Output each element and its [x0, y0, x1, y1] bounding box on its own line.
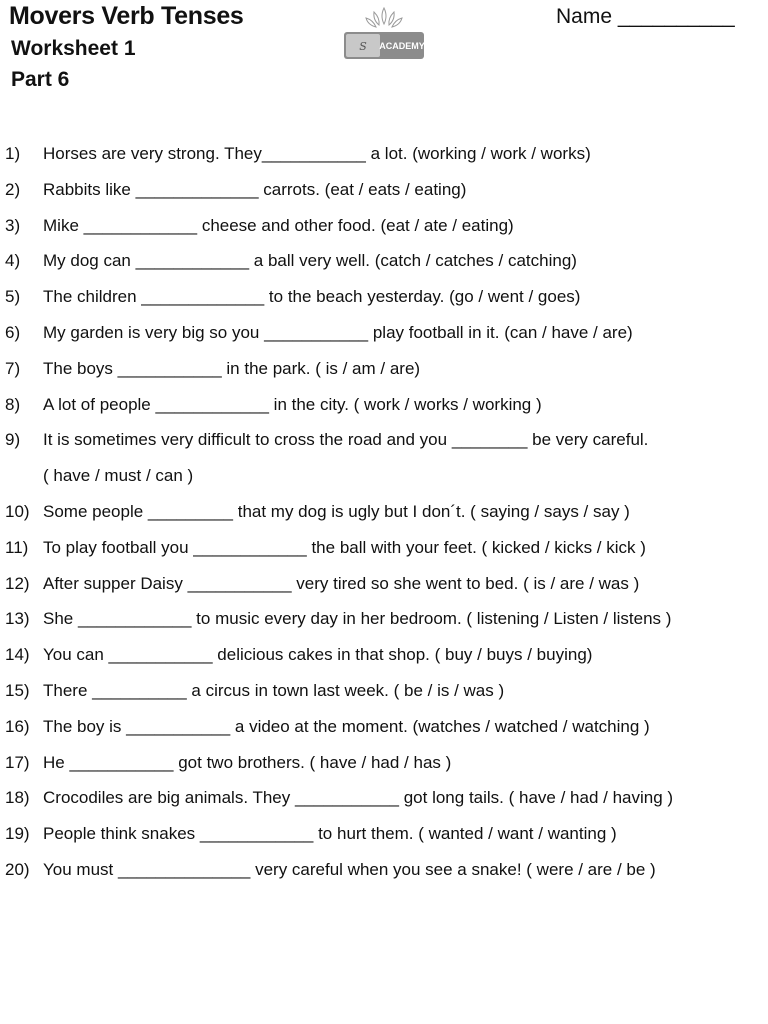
- question-item: [0, 566, 768, 602]
- question-item: [0, 172, 768, 208]
- question-text-after: a ball very well. (catch / catches / catching): [249, 251, 577, 271]
- answer-blank[interactable]: ____________: [193, 537, 307, 557]
- question-item: [0, 673, 768, 709]
- question-number: 11): [5, 537, 29, 557]
- question-text: [43, 136, 591, 172]
- answer-blank[interactable]: ___________: [264, 322, 369, 342]
- question-number: 10): [5, 501, 30, 521]
- question-number: 19): [5, 824, 30, 844]
- question-text: [43, 494, 630, 530]
- question-text-after: delicious cakes in that shop. ( buy / buys / buying): [212, 645, 593, 665]
- question-item: [0, 387, 768, 423]
- worksheet-title: Movers Verb Tenses: [9, 2, 244, 30]
- answer-blank[interactable]: ______________: [117, 859, 251, 879]
- question-text: [43, 637, 592, 673]
- question-text: [43, 780, 673, 816]
- question-text-before: There: [43, 680, 93, 700]
- question-number: 6): [5, 322, 21, 342]
- academy-logo: [342, 4, 426, 62]
- question-text-after: a lot. (working / work / works): [365, 144, 591, 163]
- svg-text:S: S: [359, 40, 367, 53]
- question-text-before: She: [43, 609, 78, 629]
- question-item: [0, 136, 768, 172]
- answer-blank[interactable]: ___________: [108, 645, 213, 665]
- answer-blank[interactable]: ____________: [135, 251, 250, 271]
- question-text: [43, 530, 646, 566]
- logo-text: ACADEMY: [379, 41, 425, 51]
- question-text-before: He: [43, 752, 70, 772]
- question-number: 7): [5, 358, 21, 378]
- question-list: [0, 136, 768, 888]
- worksheet-subtitle: Worksheet 1: [11, 37, 136, 60]
- question-text: [43, 387, 542, 423]
- question-number: 15): [5, 680, 30, 700]
- question-number: 8): [5, 394, 21, 414]
- question-text: [43, 458, 193, 494]
- answer-blank[interactable]: _________: [147, 501, 233, 521]
- question-text-before: Horses are very strong. They: [43, 144, 262, 163]
- question-text-after: a circus in town last week. ( be / is / was ): [186, 680, 505, 700]
- question-text: [43, 351, 420, 387]
- answer-blank[interactable]: ___________: [294, 788, 399, 808]
- question-item: [0, 351, 768, 387]
- question-item: [0, 315, 768, 351]
- question-item: [0, 709, 768, 745]
- question-text: [43, 243, 577, 279]
- name-label: Name: [556, 5, 613, 28]
- question-text-after: very tired so she went to bed. ( is / are / was ): [291, 573, 640, 593]
- name-blank: __________: [617, 5, 735, 28]
- question-number: 9): [5, 430, 21, 450]
- answer-blank[interactable]: ___________: [187, 573, 292, 593]
- question-item: [0, 458, 768, 494]
- question-text: [43, 601, 671, 637]
- question-text-before: It is sometimes very difficult to cross the road and you: [43, 430, 452, 450]
- question-item: [0, 279, 768, 315]
- worksheet-part: Part 6: [11, 68, 70, 91]
- question-text-after: to hurt them. ( wanted / want / wanting ): [313, 824, 617, 844]
- question-text-before: My dog can: [43, 251, 136, 271]
- question-item: [0, 637, 768, 673]
- question-text: [43, 566, 639, 602]
- question-text-after: very careful when you see a snake! ( were / are / be ): [250, 859, 656, 879]
- question-text: [43, 709, 650, 745]
- question-text-before: ( have / must / can ): [43, 466, 194, 486]
- answer-blank[interactable]: ________: [451, 430, 528, 450]
- question-text-before: People think snakes: [43, 824, 200, 844]
- question-item: [0, 243, 768, 279]
- question-number: 14): [5, 645, 30, 665]
- question-text-before: Some people: [43, 501, 148, 521]
- question-item: [0, 422, 768, 458]
- question-number: 13): [5, 609, 30, 629]
- question-number: 17): [5, 752, 30, 772]
- question-text: [43, 852, 656, 888]
- question-number: 16): [5, 716, 30, 736]
- answer-blank[interactable]: ____________: [77, 609, 192, 629]
- question-text-before: To play football you: [43, 537, 194, 557]
- question-item: [0, 852, 768, 888]
- question-text-after: the ball with your feet. ( kicked / kicks / kick ): [306, 537, 646, 557]
- question-text-before: Mike: [43, 215, 84, 235]
- question-item: [0, 816, 768, 852]
- question-text-before: You can: [43, 645, 109, 665]
- question-text-before: The children: [43, 287, 142, 307]
- question-text-before: Crocodiles are big animals. They: [43, 788, 295, 808]
- question-item: [0, 494, 768, 530]
- question-text-after: got long tails. ( have / had / having ): [399, 788, 674, 808]
- question-number: 1): [5, 144, 21, 163]
- question-number: 3): [5, 215, 21, 235]
- answer-blank[interactable]: _____________: [141, 287, 265, 307]
- question-text: [43, 315, 633, 351]
- question-number: 2): [5, 179, 21, 199]
- question-text: [43, 816, 617, 852]
- question-text-after: be very careful.: [527, 430, 649, 450]
- question-text-after: to music every day in her bedroom. ( listening / Listen / listens ): [191, 609, 672, 629]
- question-text: [43, 673, 504, 709]
- question-number: 4): [5, 251, 21, 271]
- question-item: [0, 208, 768, 244]
- question-text: [43, 422, 648, 458]
- answer-blank[interactable]: ____________: [199, 824, 314, 844]
- question-text: [43, 172, 466, 208]
- question-text-after: in the city. ( work / works / working ): [268, 394, 542, 414]
- answer-blank[interactable]: _____________: [135, 179, 259, 199]
- question-text-before: Rabbits like: [43, 179, 136, 199]
- question-text-after: play football in it. (can / have / are): [368, 322, 633, 342]
- question-number: 18): [5, 788, 30, 808]
- question-text-after: cheese and other food. (eat / ate / eating): [197, 215, 514, 235]
- answer-blank[interactable]: ___________: [261, 144, 366, 163]
- question-text-after: a video at the moment. (watches / watched / watching ): [230, 716, 650, 736]
- question-text: [43, 279, 580, 315]
- question-text: [43, 745, 451, 781]
- question-text-after: got two brothers. ( have / had / has ): [173, 752, 452, 772]
- question-number: 20): [5, 859, 30, 879]
- answer-blank[interactable]: ___________: [126, 716, 231, 736]
- question-text-before: A lot of people: [43, 394, 156, 414]
- question-item: [0, 745, 768, 781]
- name-field: [556, 5, 735, 29]
- question-number: 5): [5, 287, 21, 307]
- question-text-before: The boy is: [43, 716, 127, 736]
- question-item: [0, 780, 768, 816]
- question-text-after: that my dog is ugly but I don´t. ( saying / says / say ): [233, 501, 630, 521]
- answer-blank[interactable]: ___________: [69, 752, 174, 772]
- answer-blank[interactable]: ____________: [155, 394, 269, 414]
- answer-blank[interactable]: __________: [92, 680, 187, 700]
- answer-blank[interactable]: ___________: [117, 358, 222, 378]
- question-text-before: My garden is very big so you: [43, 322, 265, 342]
- question-text-after: in the park. ( is / am / are): [221, 358, 421, 378]
- question-text-before: You must: [43, 859, 118, 879]
- question-text-after: carrots. (eat / eats / eating): [258, 179, 467, 199]
- question-item: [0, 601, 768, 637]
- question-text-after: to the beach yesterday. (go / went / goes): [264, 287, 581, 307]
- answer-blank[interactable]: ____________: [83, 215, 198, 235]
- question-text: [43, 208, 514, 244]
- question-item: [0, 530, 768, 566]
- question-text-before: After supper Daisy: [43, 573, 188, 593]
- question-text-before: The boys: [43, 358, 118, 378]
- question-number: 12): [5, 573, 30, 593]
